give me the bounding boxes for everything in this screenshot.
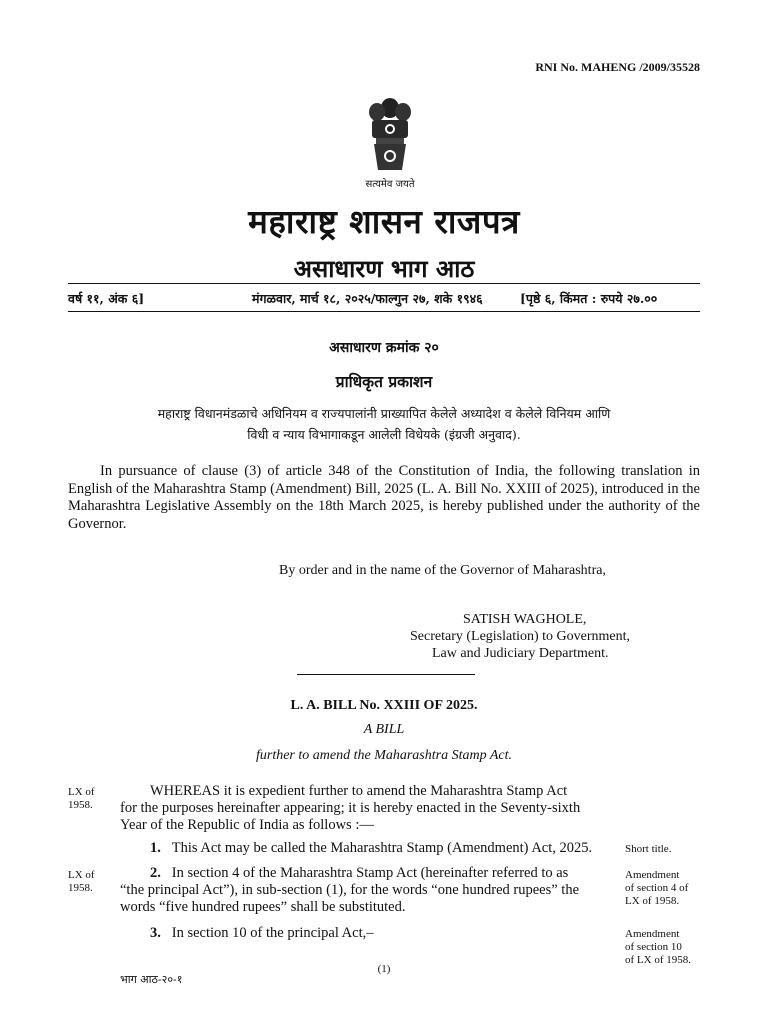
section-text: In section 10 of the principal Act,– <box>171 925 374 941</box>
section-text: This Act may be called the Maharashtra Stamp (Amendment) Act, 2025. <box>171 840 593 856</box>
header-top-rule <box>68 283 700 284</box>
margin-ref-line: LX of <box>68 786 95 798</box>
section-3-note <box>625 928 705 967</box>
margin-ref-line: 1958. <box>68 799 93 811</box>
signatory-department: Law and Judiciary Department. <box>432 646 609 661</box>
preamble-line-2: for the purposes hereinafter appearing; it is hereby enacted in the Seventy-sixth <box>120 800 581 816</box>
part-code: भाग आठ-२०-१ <box>120 973 183 986</box>
note-line: Amendment <box>625 928 680 940</box>
pages-price: [पृष्ठे ६, किंमत : रुपये २७.०० <box>520 291 658 306</box>
note-line: Amendment <box>625 869 680 881</box>
gazette-title: महाराष्ट्र शासन राजपत्र <box>248 202 520 241</box>
bill-type: A BILL <box>363 722 405 737</box>
note-line: LX of 1958. <box>625 895 680 907</box>
gazette-subtitle: असाधारण भाग आठ <box>293 254 475 283</box>
header-bottom-rule <box>68 311 700 312</box>
section-text: In section 4 of the Maharashtra Stamp Act (hereinafter referred to as <box>171 865 569 881</box>
bill-purpose: further to amend the Maharashtra Stamp Act. <box>255 748 512 763</box>
page-number: (1) <box>377 963 391 975</box>
description-line-2: विधी व न्याय विभागाकडून आलेली विधेयके (इंग्रजी अनुवाद). <box>247 427 521 442</box>
description-line-1: महाराष्ट्र विधानमंडळाचे अधिनियम व राज्यपालांनी प्राख्यापित केलेले अध्यादेश व केलेले विनियम आणि <box>157 406 611 421</box>
authorized-publication: प्राधिकृत प्रकाशन <box>335 372 433 391</box>
section-1 <box>150 840 592 858</box>
margin-ref-line: 1958. <box>68 882 93 894</box>
preamble-line-3: Year of the Republic of India as follows :— <box>120 817 374 833</box>
preamble-line-1: WHEREAS it is expedient further to amend the Maharashtra Stamp Act <box>150 783 568 799</box>
volume-issue: वर्ष ११, अंक ६] <box>68 291 145 306</box>
note-line: of section 4 of <box>625 882 689 894</box>
ashoka-emblem-icon <box>358 92 422 174</box>
signatory-designation: Secretary (Legislation) to Government, <box>410 629 631 644</box>
section-2-note <box>625 869 705 908</box>
section-2-line-1 <box>150 865 568 883</box>
section-number: 1. <box>150 840 161 856</box>
emblem-motto: सत्यमेव जयते <box>365 179 415 190</box>
section-number: 3. <box>150 925 161 941</box>
intro-paragraph: In pursuance of clause (3) of article 348 of the Constitution of India, the following translation in English of the Maharashtra Stamp (Amendment) Bill, 2025 (L. A. Bill No. XXIII of 2025), introduced in the Maharashtra Legislative Assembly on the 18th March 2025, is hereby published under the authority of the Governor. <box>68 463 700 532</box>
note-line: of LX of 1958. <box>625 954 691 966</box>
section-2-line-3: words “five hundred rupees” shall be substituted. <box>120 899 406 915</box>
section-divider <box>297 674 475 675</box>
margin-ref-line: LX of <box>68 869 95 881</box>
section-1-note: Short title. <box>625 843 672 855</box>
rni-number: RNI No. MAHENG /2009/35528 <box>535 60 700 74</box>
order-line: By order and in the name of the Governor of Maharashtra, <box>279 563 606 578</box>
section-2-line-2: “the principal Act”), in sub-section (1), for the words “one hundred rupees” the <box>120 882 580 898</box>
preamble-margin-ref <box>68 786 116 812</box>
section-number: 2. <box>150 865 161 881</box>
publication-date: मंगळवार, मार्च १८, २०२५/फाल्गुन २७, शके १९४६ <box>252 291 483 306</box>
bill-number: L. A. BILL No. XXIII OF 2025. <box>290 698 478 713</box>
note-line: of section 10 <box>625 941 682 953</box>
extraordinary-number: असाधारण क्रमांक २० <box>329 340 439 356</box>
signatory-name: SATISH WAGHOLE, <box>463 612 587 627</box>
section-2-margin-ref <box>68 869 116 895</box>
section-3 <box>150 925 374 943</box>
